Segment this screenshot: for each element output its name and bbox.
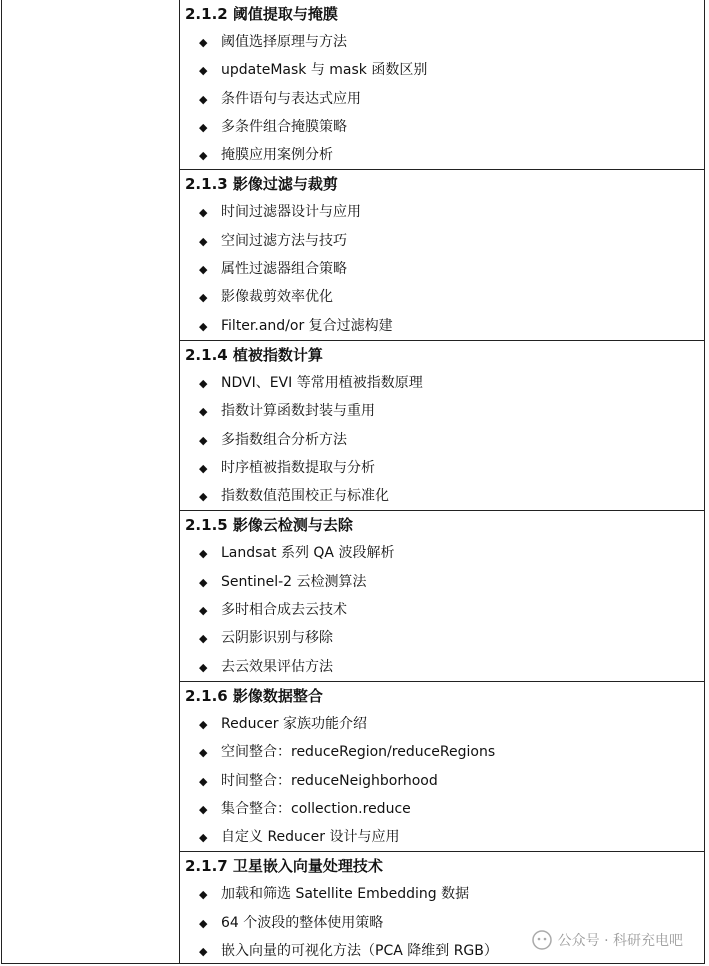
section-title: 2.1.3 影像过滤与裁剪 bbox=[185, 175, 338, 194]
diamond-bullet-icon: ◆ bbox=[199, 92, 208, 106]
list-item-text: Landsat 系列 QA 波段解析 bbox=[221, 545, 395, 562]
list-item-text: 空间过滤方法与技巧 bbox=[221, 232, 347, 249]
diamond-bullet-icon: ◆ bbox=[199, 660, 208, 674]
wechat-icon bbox=[532, 930, 552, 950]
list-item-text: 影像裁剪效率优化 bbox=[221, 289, 333, 306]
list-item-text: 时序植被指数提取与分析 bbox=[221, 459, 375, 476]
list-item bbox=[180, 227, 704, 255]
list-item-text: Sentinel-2 云检测算法 bbox=[221, 573, 367, 590]
section-title: 2.1.7 卫星嵌入向量处理技术 bbox=[185, 857, 383, 876]
list-item bbox=[180, 596, 704, 624]
diamond-bullet-icon: ◆ bbox=[199, 376, 208, 390]
diamond-bullet-icon: ◆ bbox=[199, 547, 208, 561]
list-item bbox=[180, 426, 704, 454]
diamond-bullet-icon: ◆ bbox=[199, 604, 208, 618]
section-title: 2.1.2 阈值提取与掩膜 bbox=[185, 5, 338, 23]
list-item-text: updateMask 与 mask 函数区别 bbox=[221, 62, 428, 79]
list-item bbox=[180, 56, 704, 84]
list-item bbox=[180, 710, 704, 738]
table-left-column bbox=[2, 0, 180, 963]
diamond-bullet-icon: ◆ bbox=[199, 802, 208, 816]
diamond-bullet-icon: ◆ bbox=[199, 945, 208, 959]
diamond-bullet-icon: ◆ bbox=[199, 64, 208, 78]
list-item-text: 集合整合：collection.reduce bbox=[221, 800, 411, 817]
list-item-text: 多条件组合掩膜策略 bbox=[221, 118, 347, 135]
list-item-text: Filter.and/or 复合过滤构建 bbox=[221, 317, 393, 334]
list-item-text: 多指数组合分析方法 bbox=[221, 431, 347, 448]
list-item bbox=[180, 141, 704, 169]
list-item-text: 阈值选择原理与方法 bbox=[221, 34, 347, 50]
diamond-bullet-icon: ◆ bbox=[199, 405, 208, 419]
section bbox=[180, 511, 704, 681]
diamond-bullet-icon: ◆ bbox=[199, 120, 208, 134]
list-item bbox=[180, 823, 704, 851]
list-item-text: 去云效果评估方法 bbox=[221, 658, 333, 675]
diamond-bullet-icon: ◆ bbox=[199, 888, 208, 902]
diamond-bullet-icon: ◆ bbox=[199, 746, 208, 760]
list-item-text: 嵌入向量的可视化方法（PCA 降维到 RGB） bbox=[221, 943, 498, 960]
section bbox=[180, 682, 704, 852]
watermark bbox=[528, 930, 687, 950]
diamond-bullet-icon: ◆ bbox=[199, 490, 208, 504]
diamond-bullet-icon: ◆ bbox=[199, 461, 208, 475]
list-item bbox=[180, 653, 704, 681]
list-item bbox=[180, 198, 704, 226]
list-item bbox=[180, 113, 704, 141]
section bbox=[180, 170, 704, 340]
list-item bbox=[180, 795, 704, 823]
watermark-text: 公众号 · 科研充电吧 bbox=[557, 933, 683, 949]
list-item-text: 指数计算函数封装与重用 bbox=[221, 403, 375, 420]
diamond-bullet-icon: ◆ bbox=[199, 632, 208, 646]
diamond-bullet-icon: ◆ bbox=[199, 916, 208, 930]
list-item bbox=[180, 767, 704, 795]
list-item bbox=[180, 880, 704, 908]
list-item bbox=[180, 738, 704, 766]
section-title: 2.1.4 植被指数计算 bbox=[185, 345, 323, 364]
list-item bbox=[180, 369, 704, 397]
list-item bbox=[180, 255, 704, 283]
list-item-text: 64 个波段的整体使用策略 bbox=[221, 914, 384, 931]
list-item-text: 时间过滤器设计与应用 bbox=[221, 204, 361, 221]
list-item bbox=[180, 624, 704, 652]
section bbox=[180, 0, 704, 170]
section-title: 2.1.5 影像云检测与去除 bbox=[185, 516, 353, 535]
table-right-column bbox=[180, 0, 704, 963]
diamond-bullet-icon: ◆ bbox=[199, 291, 208, 305]
diamond-bullet-icon: ◆ bbox=[199, 149, 208, 163]
list-item-text: 自定义 Reducer 设计与应用 bbox=[221, 829, 400, 846]
diamond-bullet-icon: ◆ bbox=[199, 717, 208, 731]
list-item bbox=[180, 568, 704, 596]
list-item bbox=[180, 454, 704, 482]
list-item-text: 掩膜应用案例分析 bbox=[221, 147, 333, 164]
list-item-text: 加载和筛选 Satellite Embedding 数据 bbox=[221, 886, 470, 903]
list-item-text: 属性过滤器组合策略 bbox=[221, 261, 347, 278]
list-item bbox=[180, 482, 704, 510]
list-item bbox=[180, 539, 704, 567]
diamond-bullet-icon: ◆ bbox=[199, 36, 208, 49]
diamond-bullet-icon: ◆ bbox=[199, 234, 208, 248]
diamond-bullet-icon: ◆ bbox=[199, 433, 208, 447]
diamond-bullet-icon: ◆ bbox=[199, 206, 208, 220]
list-item bbox=[180, 85, 704, 113]
list-item bbox=[180, 312, 704, 340]
list-item-text: 云阴影识别与移除 bbox=[221, 630, 333, 647]
list-item-text: 空间整合：reduceRegion/reduceRegions bbox=[221, 744, 496, 761]
diamond-bullet-icon: ◆ bbox=[199, 831, 208, 845]
diamond-bullet-icon: ◆ bbox=[199, 263, 208, 277]
list-item-text: 条件语句与表达式应用 bbox=[221, 90, 361, 107]
list-item bbox=[180, 283, 704, 311]
list-item-text: 指数数值范围校正与标准化 bbox=[221, 488, 389, 505]
section-title: 2.1.6 影像数据整合 bbox=[185, 686, 323, 705]
list-item-text: 时间整合：reduceNeighborhood bbox=[221, 772, 438, 789]
section bbox=[180, 341, 704, 511]
list-item bbox=[180, 28, 704, 56]
list-item bbox=[180, 397, 704, 425]
diamond-bullet-icon: ◆ bbox=[199, 319, 208, 333]
diamond-bullet-icon: ◆ bbox=[199, 575, 208, 589]
content-table bbox=[1, 0, 705, 964]
diamond-bullet-icon: ◆ bbox=[199, 774, 208, 788]
list-item-text: 多时相合成去云技术 bbox=[221, 602, 347, 619]
list-item-text: Reducer 家族功能介绍 bbox=[221, 715, 367, 732]
list-item-text: NDVI、EVI 等常用植被指数原理 bbox=[221, 374, 423, 391]
